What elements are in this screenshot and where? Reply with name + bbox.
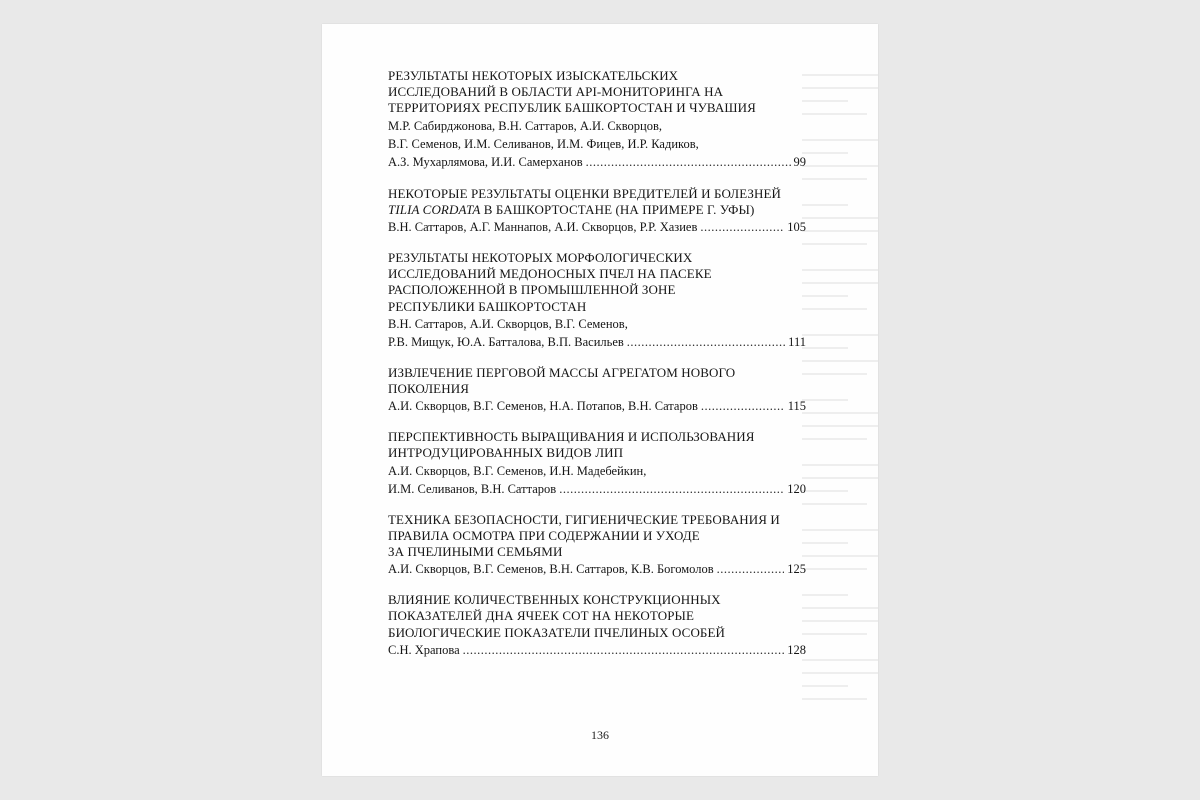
title-line xyxy=(388,202,806,218)
title-line: ИНТРОДУЦИРОВАННЫХ ВИДОВ ЛИП xyxy=(388,445,624,461)
entry-leader-line xyxy=(388,333,806,351)
entry-title xyxy=(388,429,806,461)
entry-page-number: 120 xyxy=(787,481,806,496)
title-line: РЕСПУБЛИКИ БАШКОРТОСТАН xyxy=(388,298,587,314)
entry-page-number: 115 xyxy=(787,399,806,414)
entry-authors xyxy=(388,117,806,171)
entry-leader-line xyxy=(388,560,806,578)
entry-page-number: 128 xyxy=(787,642,806,657)
entry-title xyxy=(388,186,806,218)
title-line: ИССЛЕДОВАНИЙ В ОБЛАСТИ API-МОНИТОРИНГА НА xyxy=(388,84,724,100)
entry-title xyxy=(388,68,806,117)
entry-authors xyxy=(388,315,806,351)
title-line: ЗА ПЧЕЛИНЫМИ СЕМЬЯМИ xyxy=(388,544,563,560)
title-line: ПОКАЗАТЕЛЕЙ ДНА ЯЧЕЕК СОТ НА НЕКОТОРЫЕ xyxy=(388,608,694,624)
dot-leader xyxy=(586,153,791,171)
entry-authors xyxy=(388,397,806,415)
page-number: 136 xyxy=(591,728,609,742)
author-line: В.Г. Семенов, И.М. Селиванов, И.М. Фицев, И.Р. Кадиков, xyxy=(388,136,699,151)
author-line: А.И. Скворцов, В.Г. Семенов, В.Н. Саттаров, К.В. Богомолов xyxy=(388,562,714,577)
species-name: TILIA CORDATA xyxy=(388,201,481,217)
entry-page-number: 125 xyxy=(787,562,806,577)
toc-entry xyxy=(388,429,806,497)
author-line: В.Н. Саттаров, А.И. Скворцов, В.Г. Семенов, xyxy=(388,316,628,331)
dot-leader xyxy=(463,641,785,659)
toc-entry xyxy=(388,592,806,659)
title-line: ПРАВИЛА ОСМОТРА ПРИ СОДЕРЖАНИИ И УХОДЕ xyxy=(388,527,700,543)
title-line: НЕКОТОРЫЕ РЕЗУЛЬТАТЫ ОЦЕНКИ ВРЕДИТЕЛЕЙ И БОЛЕЗНЕЙ xyxy=(388,185,782,201)
entry-leader-line xyxy=(388,480,806,498)
author-line: А.З. Мухарлямова, И.И. Самерханов xyxy=(388,154,583,169)
entry-page-number: 99 xyxy=(793,154,806,169)
title-line: РАСПОЛОЖЕННОЙ В ПРОМЫШЛЕННОЙ ЗОНЕ xyxy=(388,282,676,298)
dot-leader xyxy=(627,333,785,351)
entry-title xyxy=(388,512,806,561)
title-line: ПЕРСПЕКТИВНОСТЬ ВЫРАЩИВАНИЯ И ИСПОЛЬЗОВАНИЯ xyxy=(388,429,755,445)
dot-leader xyxy=(701,397,785,415)
entry-authors xyxy=(388,641,806,659)
title-line: ИССЛЕДОВАНИЙ МЕДОНОСНЫХ ПЧЕЛ НА ПАСЕКЕ xyxy=(388,266,712,282)
title-line: ТЕХНИКА БЕЗОПАСНОСТИ, ГИГИЕНИЧЕСКИЕ ТРЕБОВАНИЯ И xyxy=(388,511,780,527)
title-line: БИОЛОГИЧЕСКИЕ ПОКАЗАТЕЛИ ПЧЕЛИНЫХ ОСОБЕЙ xyxy=(388,624,726,640)
bleed-through-text xyxy=(802,74,878,714)
author-line: Р.В. Мищук, Ю.А. Батталова, В.П. Васильев xyxy=(388,334,624,349)
author-line: М.Р. Сабирджонова, В.Н. Саттаров, А.И. Скворцов, xyxy=(388,118,663,133)
entry-leader-line xyxy=(388,153,806,171)
title-line: ВЛИЯНИЕ КОЛИЧЕСТВЕННЫХ КОНСТРУКЦИОННЫХ xyxy=(388,592,721,608)
toc-entry xyxy=(388,68,806,171)
title-line: ПОКОЛЕНИЯ xyxy=(388,381,469,397)
table-of-contents xyxy=(388,68,806,673)
toc-entry xyxy=(388,186,806,236)
toc-entry xyxy=(388,250,806,351)
author-line: В.Н. Саттаров, А.Г. Маннапов, А.И. Скворцов, Р.Р. Хазиев xyxy=(388,220,698,235)
toc-entry xyxy=(388,512,806,579)
entry-title xyxy=(388,365,806,397)
title-line: РЕЗУЛЬТАТЫ НЕКОТОРЫХ ИЗЫСКАТЕЛЬСКИХ xyxy=(388,68,679,83)
entry-leader-line xyxy=(388,641,806,659)
entry-leader-line xyxy=(388,218,806,236)
author-line: А.И. Скворцов, В.Г. Семенов, И.Н. Мадебейкин, xyxy=(388,463,647,478)
entry-title xyxy=(388,250,806,315)
dot-leader xyxy=(700,218,784,236)
document-page xyxy=(322,24,878,776)
title-line: ТЕРРИТОРИЯХ РЕСПУБЛИК БАШКОРТОСТАН И ЧУВАШИЯ xyxy=(388,100,756,116)
dot-leader xyxy=(717,560,785,578)
entry-page-number: 111 xyxy=(788,334,806,349)
author-line: С.Н. Храпова xyxy=(388,642,460,657)
entry-authors xyxy=(388,560,806,578)
entry-page-number: 105 xyxy=(787,220,806,235)
entry-authors xyxy=(388,462,806,498)
toc-entry xyxy=(388,365,806,415)
title-line: ИЗВЛЕЧЕНИЕ ПЕРГОВОЙ МАССЫ АГРЕГАТОМ НОВОГО xyxy=(388,364,736,380)
entry-title xyxy=(388,592,806,641)
author-line: И.М. Селиванов, В.Н. Саттаров xyxy=(388,481,557,496)
author-line: А.И. Скворцов, В.Г. Семенов, Н.А. Потапов, В.Н. Сатаров xyxy=(388,399,698,414)
title-text: В БАШКОРТОСТАНЕ (НА ПРИМЕРЕ Г. УФЫ) xyxy=(483,201,755,217)
title-line: РЕЗУЛЬТАТЫ НЕКОТОРЫХ МОРФОЛОГИЧЕСКИХ xyxy=(388,250,693,266)
dot-leader xyxy=(559,480,784,498)
entry-authors xyxy=(388,218,806,236)
entry-leader-line xyxy=(388,397,806,415)
